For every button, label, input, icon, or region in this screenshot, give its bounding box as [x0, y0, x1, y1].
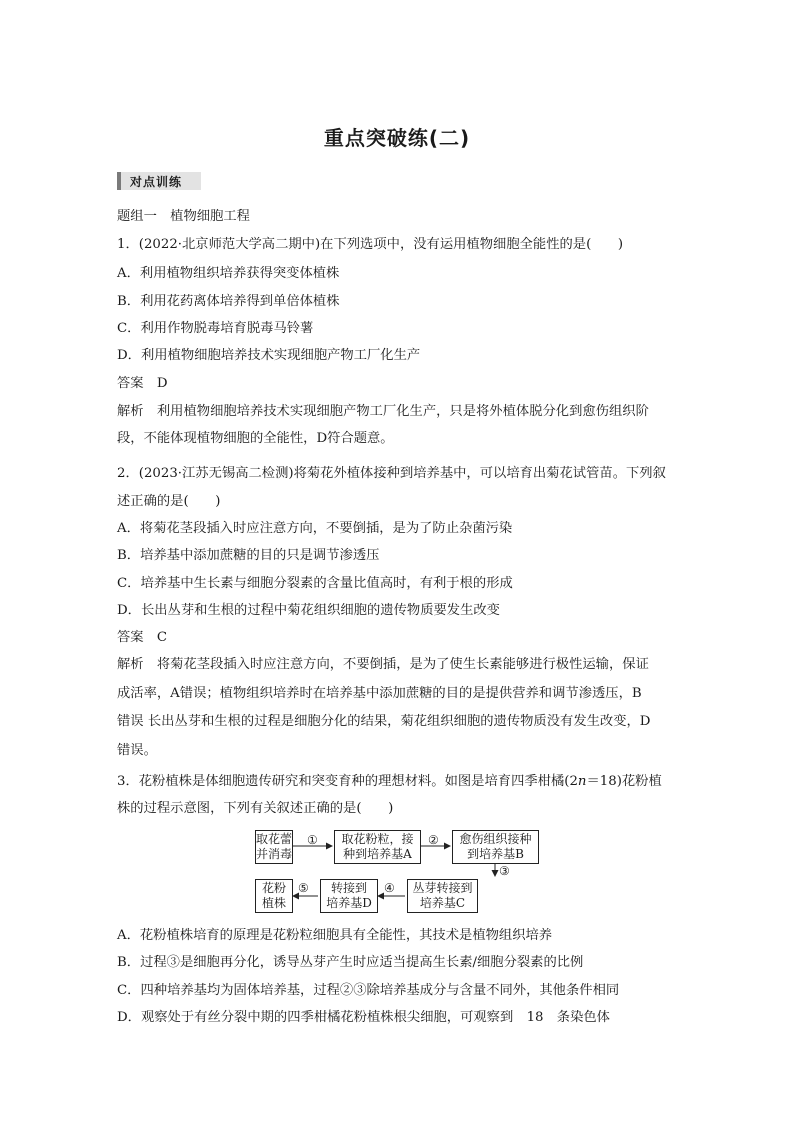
flow-box-3-line-2: 到培养基B: [467, 847, 524, 861]
q2-option-a: A．将菊花茎段插入时应注意方向，不要倒插，是为了防止杂菌污染: [117, 521, 513, 536]
flow-box-4-line-1: 丛芽转接到: [412, 881, 473, 895]
q1-answer: 答案 D: [117, 376, 168, 391]
flow-box-5-line-2: 培养基D: [326, 896, 372, 910]
q2-option-d: D．长出丛芽和生根的过程中菊花组织细胞的遗传物质要发生改变: [117, 603, 500, 618]
flow-box-3: [452, 830, 539, 864]
section-tag-label: 对点训练: [130, 175, 183, 189]
q1-stem: 1．(2022·北京师范大学高二期中)在下列选项中，没有运用植物细胞全能性的是( ): [117, 237, 624, 252]
step-2-label: ②: [428, 833, 439, 847]
q3-stem-n: n: [577, 774, 587, 789]
q2-option-c: C．培养基中生长素与细胞分裂素的含量比值高时，有利于根的形成: [117, 576, 513, 591]
flow-box-5: [320, 879, 378, 913]
flow-box-2-line-2: 种到培养基A: [343, 847, 412, 861]
q1-option-b: B．利用花药离体培养得到单倍体植株: [117, 294, 340, 309]
flow-box-2-line-1: 取花粉粒，接: [341, 832, 414, 846]
q3-stem-2: 株的过程示意图，下列有关叙述正确的是( ): [117, 801, 394, 816]
flow-box-6: [255, 879, 293, 913]
step-3-label: ③: [499, 864, 510, 878]
section-tag: [117, 172, 201, 190]
flow-box-4-line-2: 培养基C: [419, 896, 466, 910]
q2-stem-1: 2．(2023·江苏无锡高二检测)将菊花外植体接种到培养基中，可以培育出菊花试管苗。下列叙: [117, 466, 666, 481]
q2-analysis-2: 成活率，A错误；植物组织培养时在培养基中添加蔗糖的目的是提供营养和调节渗透压，B: [117, 686, 642, 701]
q3-option-a: A．花粉植株培育的原理是花粉粒细胞具有全能性，其技术是植物组织培养: [117, 928, 553, 943]
flow-box-2: [334, 830, 421, 864]
q3-option-b: B．过程③是细胞再分化，诱导丛芽产生时应适当提高生长素/细胞分裂素的比例: [117, 955, 584, 970]
flow-box-1-line-2: 并消毒: [256, 847, 293, 861]
q2-analysis-1: 解析 将菊花茎段插入时应注意方向，不要倒插，是为了使生长素能够进行极性运输，保证: [117, 657, 649, 672]
q3-stem-1b: ＝18)花粉植: [586, 774, 662, 789]
step-5-label: ⑤: [298, 881, 309, 895]
process-flowchart: [250, 828, 550, 920]
flow-box-4: [407, 879, 478, 913]
q1-option-c: C．利用作物脱毒培育脱毒马铃薯: [117, 321, 314, 336]
q3-option-c: C．四种培养基均为固体培养基，过程②③除培养基成分与含量不同外，其他条件相同: [117, 983, 620, 998]
q1-option-d: D．利用植物细胞培养技术实现细胞产物工厂化生产: [117, 348, 421, 363]
q3-option-d: D．观察处于有丝分裂中期的四季柑橘花粉植株根尖细胞，可观察到 18 条染色体: [117, 1010, 610, 1025]
flow-box-1-line-1: 取花蕾: [256, 832, 293, 846]
flow-box-1: [255, 830, 293, 864]
q3-stem-1a: 3．花粉植株是体细胞遗传研究和突变育种的理想材料。如图是培育四季柑橘(2: [117, 774, 578, 789]
flow-box-5-line-1: 转接到: [330, 881, 367, 895]
page-title: 重点突破练(二): [323, 126, 471, 150]
q1-analysis-2: 段，不能体现植物细胞的全能性，D符合题意。: [117, 431, 394, 446]
flow-box-6-line-2: 植株: [261, 896, 286, 910]
q3-stem-1: [117, 774, 662, 790]
q1-option-a: A．利用植物组织培养获得突变体植株: [117, 266, 340, 281]
group-heading: 题组一 植物细胞工程: [117, 209, 250, 224]
q1-analysis-1: 解析 利用植物细胞培养技术实现细胞产物工厂化生产，只是将外植体脱分化到愈伤组织阶: [117, 404, 649, 419]
step-1-label: ①: [307, 833, 318, 847]
q2-stem-2: 述正确的是( ): [117, 494, 221, 509]
q2-analysis-3: 错误 长出丛芽和生根的过程是细胞分化的结果，菊花组织细胞的遗传物质没有发生改变，D: [117, 714, 651, 729]
q2-analysis-4: 错误。: [117, 743, 157, 758]
flow-box-6-line-1: 花粉: [261, 881, 286, 895]
flow-box-3-line-1: 愈伤组织接种: [459, 832, 532, 846]
q2-answer: 答案 C: [117, 630, 168, 645]
step-4-label: ④: [384, 881, 395, 895]
q2-option-b: B．培养基中添加蔗糖的目的只是调节渗透压: [117, 548, 380, 563]
